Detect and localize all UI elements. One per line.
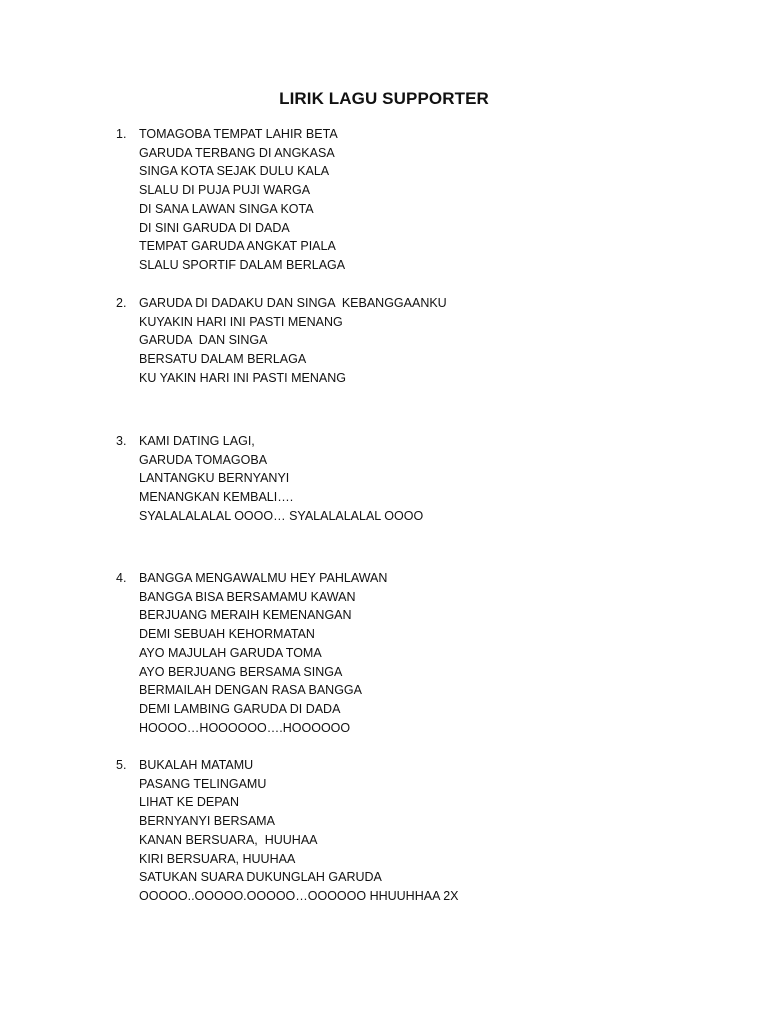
lyric-line: BANGGA BISA BERSAMAMU KAWAN <box>139 589 356 604</box>
song-lyrics <box>139 432 423 526</box>
lyric-line: LANTANGKU BERNYANYI <box>139 471 290 486</box>
lyric-line: BUKALAH MATAMU <box>139 758 254 772</box>
lyric-line: OOOOO..OOOOO.OOOOO…OOOOOO HHUUHHAA 2X <box>139 888 459 903</box>
lyric-line: BANGGA MENGAWALMU HEY PAHLAWAN <box>139 571 388 585</box>
lyric-line: KAMI DATING LAGI, <box>139 434 255 448</box>
lyric-line: DI SINI GARUDA DI DADA <box>139 220 290 235</box>
lyric-line: TOMAGOBA TEMPAT LAHIR BETA <box>139 127 338 141</box>
song-number: 4. <box>116 571 127 585</box>
lyric-line: SYALALALALAL OOOO… SYALALALALAL OOOO <box>139 508 424 523</box>
lyric-line: GARUDA TERBANG DI ANGKASA <box>139 145 335 160</box>
lyric-line: KIRI BERSUARA, HUUHAA <box>139 851 296 866</box>
lyric-line: PASANG TELINGAMU <box>139 776 267 791</box>
lyric-line: BERJUANG MERAIH KEMENANGAN <box>139 608 352 623</box>
lyric-line: MENANGKAN KEMBALI…. <box>139 490 294 505</box>
lyric-line: HOOOO…HOOOOOO….HOOOOOO <box>139 720 351 735</box>
song-lyrics <box>139 756 458 906</box>
page-title: LIRIK LAGU SUPPORTER <box>279 89 489 108</box>
song-lyrics <box>139 294 447 388</box>
song-number: 5. <box>116 758 127 772</box>
song-number: 3. <box>116 434 127 448</box>
lyric-line: SLALU DI PUJA PUJI WARGA <box>139 183 311 198</box>
lyric-line: TEMPAT GARUDA ANGKAT PIALA <box>139 239 336 254</box>
lyric-line: AYO BERJUANG BERSAMA SINGA <box>139 664 343 679</box>
song-lyrics <box>139 569 387 737</box>
song-number: 2. <box>116 296 127 310</box>
lyric-line: DI SANA LAWAN SINGA KOTA <box>139 201 314 216</box>
lyric-line: GARUDA TOMAGOBA <box>139 452 268 467</box>
song-lyrics <box>139 125 345 275</box>
lyric-line: KUYAKIN HARI INI PASTI MENANG <box>139 314 343 329</box>
lyric-line: SATUKAN SUARA DUKUNGLAH GARUDA <box>139 870 382 885</box>
lyric-line: LIHAT KE DEPAN <box>139 795 240 810</box>
lyric-line: KU YAKIN HARI INI PASTI MENANG <box>139 370 346 385</box>
lyric-line: KANAN BERSUARA, HUUHAA <box>139 832 318 847</box>
lyric-line: BERNYANYI BERSAMA <box>139 814 275 829</box>
song-number: 1. <box>116 127 127 141</box>
lyric-line: DEMI SEBUAH KEHORMATAN <box>139 627 315 642</box>
lyric-line: SINGA KOTA SEJAK DULU KALA <box>139 164 330 179</box>
lyric-line: BERSATU DALAM BERLAGA <box>139 352 307 367</box>
lyric-line: SLALU SPORTIF DALAM BERLAGA <box>139 257 346 272</box>
lyric-line: GARUDA DAN SINGA <box>139 333 268 348</box>
lyric-line: GARUDA DI DADAKU DAN SINGA KEBANGGAANKU <box>139 296 447 310</box>
lyric-line: AYO MAJULAH GARUDA TOMA <box>139 645 322 660</box>
lyric-line: BERMAILAH DENGAN RASA BANGGA <box>139 683 362 698</box>
lyric-line: DEMI LAMBING GARUDA DI DADA <box>139 701 341 716</box>
